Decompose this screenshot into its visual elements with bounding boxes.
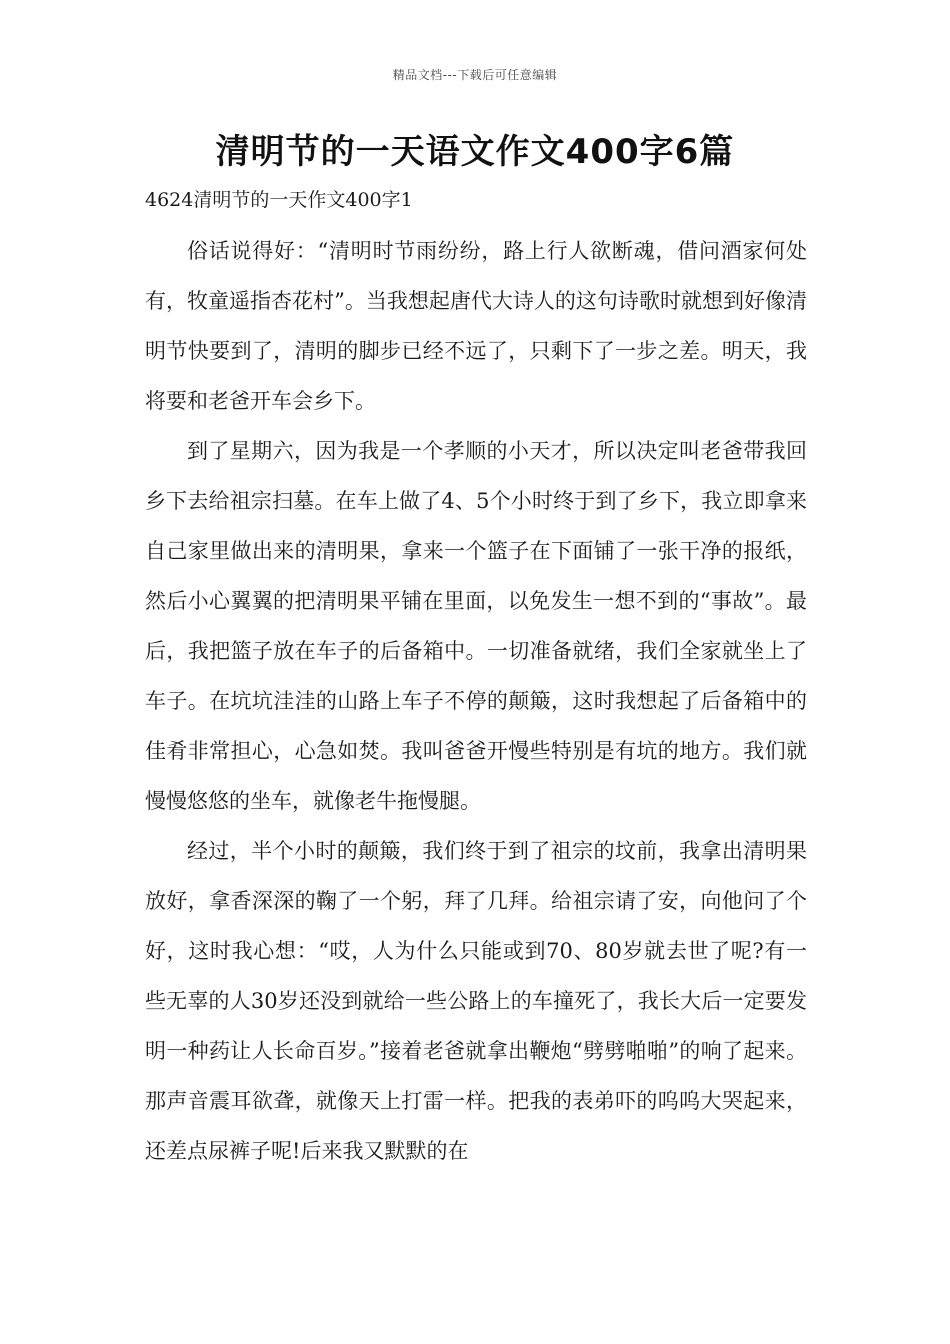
paragraph-1: 俗话说得好：“清明时节雨纷纷，路上行人欲断魂，借问酒家何处有，牧童遥指杏花村”。当我想起唐代大诗人的这句诗歌时就想到好像清明节快要到了，清明的脚步已经不远了，只剩下了一步之差。明天，我将要和老爸开车会乡下。 [145, 239, 807, 413]
document-body [145, 226, 807, 1176]
section-subtitle: 4624清明节的一天作文400字1 [145, 189, 413, 211]
paragraph-3: 经过，半个小时的颠簸，我们终于到了祖宗的坟前，我拿出清明果放好，拿香深深的鞠了一个躬，拜了几拜。给祖宗请了安，向他问了个好，这时我心想：“哎，人为什么只能或到70、80岁就去世了呢?有一些无辜的人30岁还没到就给一些公路上的车撞死了，我长大后一定要发明一种药让人长命百岁。”接着老爸就拿出鞭炮“劈劈啪啪”的响了起来。那声音震耳欲聋，就像天上打雷一样。把我的表弟吓的呜呜大哭起来，还差点尿裤子呢!后来我又默默的在 [145, 839, 807, 1163]
page-header: 精品文档---下载后可任意编辑 [392, 68, 558, 82]
document-title: 清明节的一天语文作文400字6篇 [215, 132, 735, 172]
paragraph-2: 到了星期六，因为我是一个孝顺的小天才，所以决定叫老爸带我回乡下去给祖宗扫墓。在车上做了4、5个小时终于到了乡下，我立即拿来自己家里做出来的清明果，拿来一个篮子在下面铺了一张干净的报纸，然后小心翼翼的把清明果平铺在里面，以免发生一想不到的“事故”。最后，我把篮子放在车子的后备箱中。一切准备就绪，我们全家就坐上了车子。在坑坑洼洼的山路上车子不停的颠簸，这时我想起了后备箱中的佳肴非常担心，心急如焚。我叫爸爸开慢些特别是有坑的地方。我们就慢慢悠悠的坐车，就像老牛拖慢腿。 [145, 439, 807, 813]
